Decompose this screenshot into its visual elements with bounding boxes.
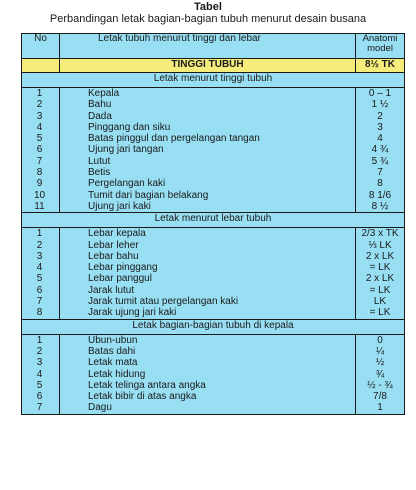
- row-number: 11: [34, 200, 45, 212]
- body-proportion-table: [21, 33, 405, 415]
- row-model-value: = LK: [369, 262, 391, 274]
- section-column-desc: [60, 334, 356, 414]
- row-model-value: ¾: [375, 368, 385, 380]
- row-number: 5: [36, 379, 43, 391]
- row-number: 2: [36, 99, 43, 111]
- table-caption-title: Tabel: [194, 1, 222, 13]
- section-rows: [22, 228, 405, 319]
- row-description: Ujung jari kaki: [88, 200, 151, 212]
- section-title: Letak bagian-bagian tubuh di kepala: [22, 319, 405, 334]
- row-description: Ujung jari tangan: [88, 144, 164, 156]
- row-description: Batas pinggul dan pergelangan tangan: [88, 133, 260, 145]
- header-model: [356, 34, 405, 59]
- row-model-value: = LK: [369, 284, 391, 296]
- row-model-value: 7: [377, 167, 383, 179]
- row-model-value: 0 – 1: [368, 88, 392, 99]
- row-description: Dada: [88, 110, 112, 122]
- section-column-val: [356, 88, 405, 213]
- row-description: Jarak ujung jari kaki: [88, 307, 177, 319]
- row-number: 4: [36, 262, 43, 274]
- row-description: Tumit dari bagian belakang: [88, 189, 209, 201]
- row-number: 2: [36, 239, 43, 251]
- row-description: Pinggang dan siku: [88, 121, 171, 133]
- row-number: 9: [36, 178, 43, 190]
- row-number: 1: [36, 88, 43, 99]
- section-column-no: [22, 334, 60, 414]
- section-column-no: [22, 228, 60, 319]
- section-rows: [22, 88, 405, 213]
- tinggi-tubuh-label: TINGGI TUBUH: [60, 59, 356, 73]
- section-rows: [22, 334, 405, 414]
- row-number: 3: [36, 110, 43, 122]
- row-number: 6: [36, 284, 43, 296]
- row-number: 10: [33, 189, 46, 201]
- row-number: 1: [36, 334, 43, 346]
- table-caption-subtitle: Perbandingan letak bagian-bagian tubuh menurut desain busana: [49, 13, 367, 25]
- row-description: Batas dahi: [88, 345, 136, 357]
- row-number: 8: [36, 307, 43, 319]
- row-description: Letak mata: [88, 357, 138, 369]
- row-description: Jarak tumit atau pergelangan kaki: [88, 296, 239, 308]
- row-model-value: 3: [377, 121, 383, 133]
- row-description: Lutut: [88, 155, 111, 167]
- tinggi-tubuh-value: 8½ TK: [356, 59, 405, 73]
- row-description: Ubun-ubun: [88, 334, 138, 346]
- section-title-row: [22, 319, 405, 334]
- row-description: Lebar leher: [88, 239, 139, 251]
- section-column-desc: [60, 88, 356, 213]
- row-description: Pergelangan kaki: [88, 178, 166, 190]
- row-model-value: 4 ¾: [371, 144, 389, 156]
- row-description: Betis: [88, 167, 111, 179]
- section-title: Letak menurut lebar tubuh: [22, 213, 405, 228]
- header-model-line2: model: [367, 43, 393, 54]
- row-description: Bahu: [88, 99, 112, 111]
- row-model-value: LK: [373, 296, 387, 308]
- row-description: Letak bibir di atas angka: [88, 391, 197, 403]
- row-model-value: 2/3 x TK: [361, 228, 399, 240]
- row-description: Kepala: [88, 88, 120, 99]
- row-model-value: 2: [377, 110, 383, 122]
- row-model-value: 7/8: [373, 391, 387, 403]
- row-description: Lebar pinggang: [88, 262, 158, 274]
- row-number: 8: [36, 167, 43, 179]
- row-number: 5: [36, 273, 43, 285]
- row-number: 7: [36, 402, 43, 414]
- section-title-row: [22, 73, 405, 88]
- row-model-value: 2 x LK: [365, 250, 395, 262]
- row-number: 3: [36, 250, 43, 262]
- row-model-value: 8 1/6: [368, 189, 392, 201]
- row-number: 7: [36, 155, 43, 167]
- row-number: 2: [36, 345, 43, 357]
- row-model-value: 0: [377, 334, 383, 346]
- row-model-value: 5 ¾: [371, 155, 389, 167]
- section-column-desc: [60, 228, 356, 319]
- row-number: 3: [36, 357, 43, 369]
- row-number: 6: [36, 144, 43, 156]
- tinggi-tubuh-row: [22, 59, 405, 73]
- row-model-value: 8: [377, 178, 383, 190]
- row-description: Lebar bahu: [88, 250, 139, 262]
- section-title-row: [22, 213, 405, 228]
- row-description: Dagu: [88, 402, 112, 414]
- row-model-value: ⅓ LK: [368, 239, 392, 251]
- section-column-val: [356, 228, 405, 319]
- row-model-value: ¼: [375, 345, 385, 357]
- header-model-line1: Anatomi: [362, 33, 398, 44]
- row-model-value: 4: [377, 133, 383, 145]
- section-column-val: [356, 334, 405, 414]
- row-number: 1: [36, 228, 43, 240]
- row-number: 5: [36, 133, 43, 145]
- row-model-value: 8 ½: [371, 200, 389, 212]
- row-model-value: ½ - ¾: [367, 379, 393, 391]
- row-description: Jarak lutut: [88, 284, 135, 296]
- row-number: 7: [36, 296, 43, 308]
- row-model-value: ½: [375, 357, 385, 369]
- header-no: No: [22, 34, 60, 59]
- row-description: Lebar panggul: [88, 273, 152, 285]
- section-column-no: [22, 88, 60, 213]
- header-description: Letak tubuh menurut tinggi dan lebar: [60, 34, 356, 59]
- row-model-value: 2 x LK: [365, 273, 395, 285]
- row-description: Letak telinga antara angka: [88, 379, 206, 391]
- section-title: Letak menurut tinggi tubuh: [22, 73, 405, 88]
- row-number: 4: [36, 368, 43, 380]
- table-header-row: [22, 34, 405, 59]
- row-model-value: 1 ½: [371, 99, 389, 111]
- row-model-value: = LK: [369, 307, 391, 319]
- row-description: Letak hidung: [88, 368, 146, 380]
- row-number: 6: [36, 391, 43, 403]
- row-number: 4: [36, 121, 43, 133]
- row-model-value: 1: [377, 402, 383, 414]
- row-description: Lebar kepala: [88, 228, 146, 240]
